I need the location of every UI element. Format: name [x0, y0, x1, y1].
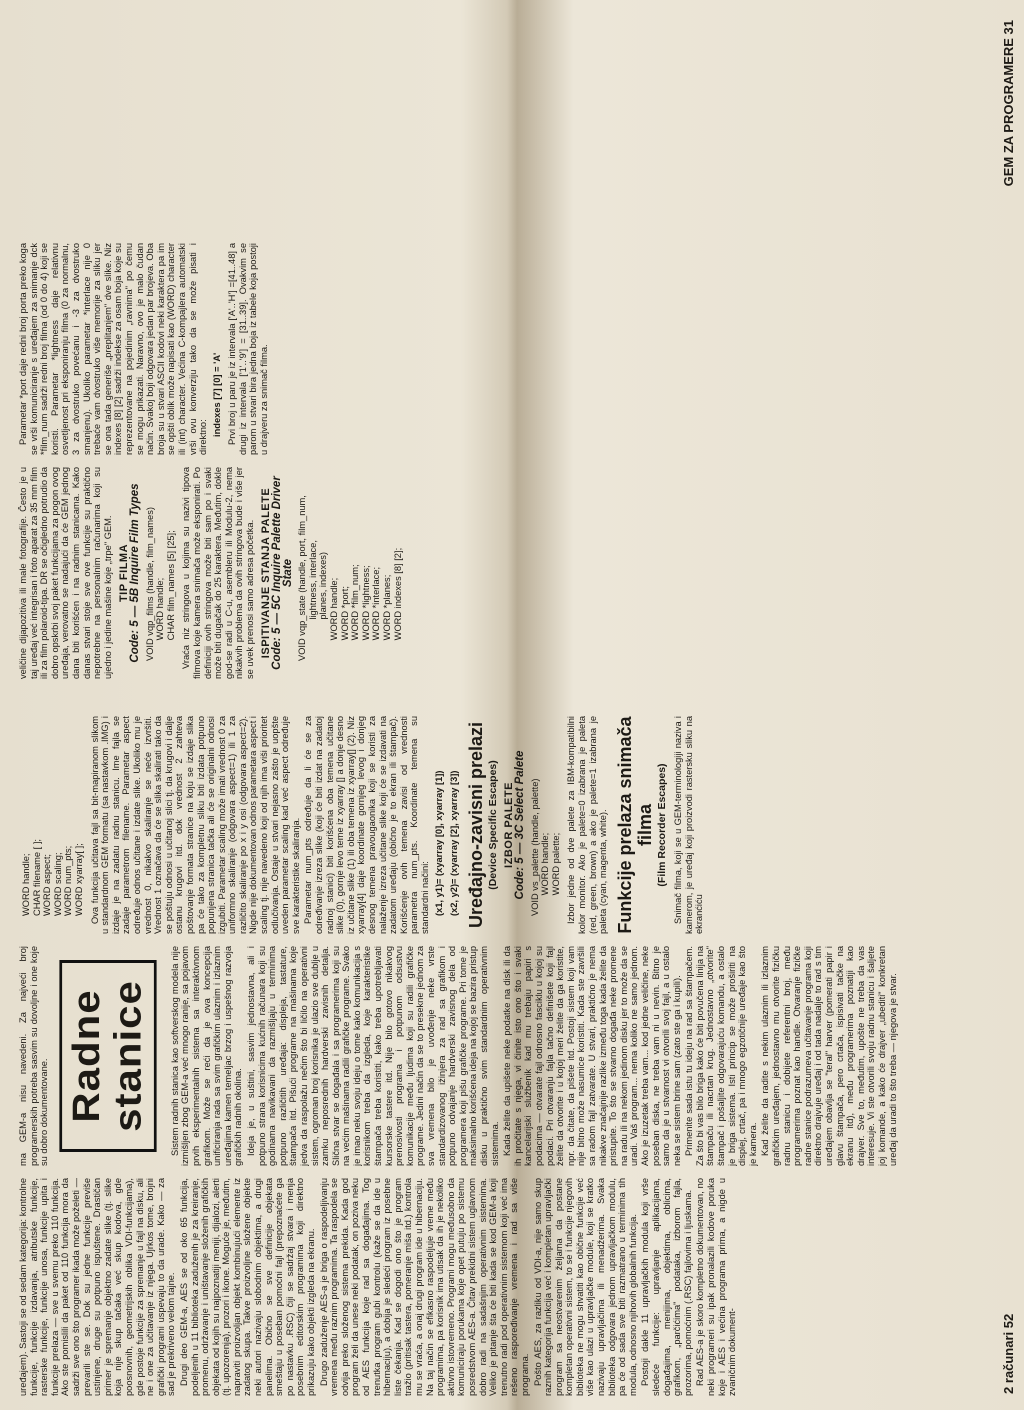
paragraph: Parametar *port daje redni broj porta preko koga se vrši komuniciranje s uređajem za snimanje dck *film_num sadrži redni broj filma (od 0 do 4) koji se koristi. Parametar *lightness daje relativnu osvetljenost pri eksponiranju filma (0 za normalnu, 3 za dvostruko povećanu i -3 za dvostruko smanjenu). Ukoliko parametar *interlace nije 0 trebaće vam dvostruko više memorije za sliku jer se ona tada generiše „preplitanjem" dve slike. Niz indexes [8] [2] sadrži indekse za osam boja koje su reprezentovane na pojedinim „ravnima" po čemu se mogu prikazati. Naravno, ovo je malo čudan način. Svakoj boji odgovara jedan par brojeva. Oba broja su u stvari ASCII kodovi neki karaktera pa im se opšti oblik može napisati kao (WORD) character ili (int) character. Većina C-kompajlera automatski vrši ovu konverziju tako da se može pisati i direktno:: [18, 243, 209, 455]
paragraph: Ova funkcija učitava fajl sa bit-mapiranom slikom u standardnom GEM formatu (sa nastavkom .IMG) i izdaje je na zadatu radnu stanicu. Ime fajla se zadaje parametrom filename. Parametar aspect određuje odnos učitane i izdate slike. Ukoliko mu je vrednost 0, nikakvo skaliranje se neće izvršiti. Vrednost 1 označava da će se slika skalirati tako da se poštuju odnosi u učitanoj slici tj. da krugovi i dalje ostanu krugovi itd. dok vrednost 2 zahteva poštovanje formata stranice na koju se izdaje slika pa će tako za kompletnu sliku biti izdata potpuno popunjena stranica tačka ali će se originalni odnosi izgubiti. Parametar scaling može imati vrednost 0 za uniformno skaliranje (odgovara aspect=1) ili 1 za različito skaliranje po x i y osi (odgovara aspect=2). Nigde nije dokumentovan odnos parametara aspect i scaling tj. nije navedeno koji od njih ima viši prioritet odlučivanja. Ostaje u stvari nejasno zašto je uopšte uveden parametar scaling kad već aspect određuje sve karakteristike skaliranja.: [89, 716, 301, 934]
right-col-1: [18, 467, 993, 679]
paragraph: Ideja je, u suštini, sasvim jednostavna, ali i potpuno strana korisnicima kućnih računara koji su godinama navikavani da razmišljaju u terminima potpuno različitih uređaja: displeja, tastature, štampača itd. Pišući programe na mašinama koje jedva da raspolažu nečim što bi ličilo na operativni sistem, ogroman broj korisnika je ulazio sve dublje u zamku neposrednih hardverski zavisnih detalja. Slična stvar se događala i sa programerima koji su na većim mašinama radili grafičke programe. Svako je imao neku svoju ideju o tome kako komunikacija s korisnikom treba da izgleda, koje karakteristike štampača treba koristiti, kako treba upotrebljavati kursorske tastere itd. Nije bilo gotovo nikakvog prenosivosti programa i potpunom odsustvu komunikacije među ljudima koji su radili grafičke programe. Jedini način da se to presekne jednom za sva vremena bilo je uvođenje neke vrste standardizovanog ižinjera za rad sa grafikom i potpuno odvajanje hardverski zavisnog dela od programera koji pišu grafičke programe. Pri tome je maksimalno korišćena ideja na kojoj se bazira pristup disku u praktično svim standardnim operativnim sistemima.: [245, 946, 500, 1166]
code-signature: VOID vqp_state (handle, port, film_num, lightness, interlace, planes, indexes) WORD handle; WORD *port; WORD *film_num; WORD *lightness; WORD *interlace; WORD *planes; WORD indexes [8] [2];: [297, 495, 403, 661]
section-heading: Funkcije prelaza snimača filma: [614, 716, 655, 934]
paragraph: Pošto AES, za razliku od VDI-a, nije samo skup raznih kategorija funkcija već i kompletan upravljački program sa neostvarenim željama da postane kompletan operativni sistem, to se i funkcije njegovih biblioteka ne mogu shvatiti kao obične funkcije već više kao ulazi u upravljačke module, koji se kratko nazivaju upravljačima ili menadžerima. Svaka biblioteka odgovara jednom upravljačkom modulu, pa će od sada sve biti razmatrano u terminima tih modula, odnosno njihovih globalnih funkcija.: [532, 1178, 638, 1396]
formula: (x2, y2)= (xyarray [2], xyarray [3]): [449, 770, 460, 916]
page-number-right: GEM ZA PROGRAMERE 31: [1001, 20, 1016, 187]
left-col-1: [18, 1178, 993, 1396]
paragraph: Parametar num_pts određuje da li će se za određivanje izreza slike (koji će biti izdat na zadatoj radnoj stanici) biti korišćena oba temena učitane slike (0), gornje levo teme iz xyarray [] a donje desno iz učitane slike (1) ili oba temena iz xyarray[] (2). Niz xyarray[4] daje koordinate gornjeg levog i donjeg desnog temena pravougaonika koji se koristi za nalaženje izreza učitane slike koji će se izdavati na zadatom uređaju (obično je to ekran ili štampač). Korišćenje ovih temena zavisi od vrednosti parametra num_pts. Koordinate temena su standardni načini:: [303, 716, 430, 934]
paragraph: veličine dijapozitiva ili male fotografije. Često je u taj uređaj već integrisan i foto aparat za 35 mm film ili za film polaroid-tipa. DR se očigledno potrudio da dobro opskrbi svoj paket funkcijama za pogon ovog uređaja, verovatno se nadajući da će GEM jednog dana biti korišćen i na radnim stanicama. Kako danas stvari stoje sve ove funkcije su praktično nepotrebne na personalnim računarima koji su ujedno i jedine mašine koje „trpe" GEM.: [18, 467, 113, 679]
section-subheading: (Film Recorder Escapes): [655, 763, 668, 887]
function-title: ISPITIVANJE STANJA PALETE: [260, 487, 273, 659]
section-title-radne-stanice: Radne stanice: [59, 960, 156, 1152]
right-col-2: [18, 243, 993, 455]
paragraph: uređajem). Sastoji se od sedam kategorija: kontrolne funkcije, funkcije izdavanja, atributske funkcije, rasterske funkcije, funkcije unosa, funkcije upita i funkcije prelaza — sve u svemu preko 110 funkcija. Ako ste pomislili da paket od 110 funkcija mora da sadrži sve ono što programer ikada može poželeti — prevarili ste se. Dok su jedne funkcije previše ustinjene, druge su potpuno ispuštene. Drastičan primer je spremanje objektno zadate slike (tj. slike koja nije skup tačaka već skup kodova, gde poosnovnih, geometrijskih oblika VDI-funkcijama), gde postoje funkcije za spremanje u fajl na disku, ali ne i one za učitavanje iz njega. Ujrkos tome, brojni grafički programi uspevaju to da urade. Kako — za sad je prekriveno velom tajne.: [18, 1178, 177, 1396]
paragraph: Postoji dakle 11 upravljačkih modula koji vrše sledeće funkcije: upravljanje aplikacijama, događajima, menijima, objektima, oblicima, grafikom, „parčićima" podataka, izborom fajla, prozorima, pomoćnim (.RSC) fajlovima i ljuskama.: [640, 1178, 693, 1396]
function-code: Code: 5 — 5B Inquire Film Types: [128, 483, 141, 663]
paragraph: Primenite sada istu tu ideju na rad sa štampačem. Za što bi vas bilo briga kako će biti povučena linija na štampaču ili nacrtan krug. Jednostavno „otvorite" štampač i pošaljite odgovarajuću komandu, a ostalo je briga sistema. Isti princip se može proširiti na displej, crtač, pa i mnogo egzotičnije uređaje kao što je kamera.: [684, 946, 758, 1166]
page-number-left: 2 računari 52: [1001, 1313, 1016, 1394]
paragraph: Izbor jedne od dve palete za IBM-kompatibilni kolor monitor. Ako je palete=0 izabrana je paleta (red, green, brown) a ako je palete=1 izabrana je paleta (cyan, magenta, white).: [566, 716, 609, 934]
code-signature: VOID vs_palette (handle, palette) WORD handle; WORD palette;: [529, 778, 561, 916]
paragraph: Rad AES-a je skoro kompletno dokumentovan, no neki programeri su ipak pronalazili kodove poruka koje i AES i većina programa prima, a nigde u zvaničnim dokument-: [695, 1178, 738, 1396]
paragraph: ma GEM-a nisu navedeni. Za najveći broj programerskih potreba sasvim su dovoljne i one koje su dobro dokumentovane.: [18, 946, 50, 1166]
function-title: TIP FILMA: [118, 543, 131, 603]
code-signature: VOID vqp_films (handle, film_names) WORD handle; CHAR film_names [5] [25];: [144, 507, 176, 661]
left-col-2: [18, 946, 993, 1166]
paragraph: Drugi deo GEM-a, AES se od oko 65 funkcija, podeljenih u 11 biblioteka zaduženih je za kreiranje, promenu, održavanje i uništavanje složenih grafičkih objekata od kojih su najpoznatiji meniji, dijalozi, alerti (tj. upozorenja), prozori i ikone. Moguće je, međutim, napraviti proizvoljan objekt kombinujući elemente iz zadatog skupa. Takve proizvoljne složene objekte neki autori nazivaju slobodnim objektima, a drugi panelima. Obično se sve definicije objekata smeštaju u poseban pomoćni fajl (prepoznaćete ga po nastavku .RSC) čiji se sadržaj stvara i menja posebnim editorskim programima koji direktno prikazuju kako objekti izgleda na ekranu.: [178, 1178, 317, 1396]
left-page: [0, 705, 1024, 1410]
code-signature: WORD handle; CHAR filename [ ]; WORD aspect; WORD scaling; WORD num_pts; WORD xyarray[ ];: [21, 839, 84, 916]
function-code: Code: 5 — 5C Inquire Palette Driver State: [271, 476, 294, 670]
code-example: indexes [7] [0] = 'A': [211, 352, 222, 437]
formula: (x1, y1)= (xyarray [0], xyarray [1]): [433, 770, 444, 916]
paragraph: Prvi broj u paru je iz intervala ['A'..'H'] =[41..48] a drugi iz intervala ['1'..'9'] = [31..39]. Ovakvim se parom u stvari bira jedna boja iz tabele koja postoji u drajveru za snimač filma.: [227, 243, 270, 455]
function-title: IZBOR PALETE: [503, 782, 516, 868]
left-col-3: [18, 716, 993, 934]
function-code: Code: 5 — 3C Select Palete: [513, 750, 526, 900]
paragraph: Kad želite da radite s nekim ulaznim ili izlaznim grafičkim uređajem, jednostavno mu otvorite fizičku radnu stanicu i dobijete referentni broj, među programerima poznat kao handle. Otvaranje fizičke radne stanice podrazumeva učitavanje programa koji direktno drajvuje uređaj i od tada nadalje to rad s tim uređajem obavlja se "teral" harver (pomerati papir i glavu štampača, pero crtača, ispisivati tačke na ekranu itd), među programerima poznatiji kao drajver. Sve to, međutim, upošte ne treba da vas interesuje. Vi ste otvorili svoju radnu stanicu i šaljete joj komande, a kako će drajver „ubediti" konkretan uređaj da uradi to što treba — njegova je stvar.: [760, 946, 898, 1166]
paragraph: Sistem radnih stanica kao softverskog modela nije izmišljen zbog GEM-a već mnogo ranije, sa pojavom prvih eksperimentalnih sistema sa interaktivnom grafikom. Može se reći da je ova koncepcija unificiranja rada sa svim grafičkim ulaznim i izlaznim uređajima kamen temeljac brzog i uspešnog razvoja grafičkih radnih okolina.: [169, 946, 244, 1166]
paragraph: Kada želite da upišete neke podatke na disk ili da ih pročitate s njega, vi činite isto ono što i svaki kancelarijski službenik kad mu trebaju papiri s podacima — otvarate fajl odnosno fasciklu u kojoj su podaci. Pri otvaranju fajla tačno definišete koji fajl želite da otvorite i u kojoj meri želite da ga koristite, npr. da čitate, da pišete itd. Postoji sistem koji vam nije bitno može nasumice koristiti. Kada ste završili sa radom fajl zatvarate. U stvari, praktično je nema nikakve značajnije razlike između toga kada želite da pristupite. To što se stvarno događa neke promene na radu ili na nekom jedinom disku jer to može da se uradi. Vaš program... nema koliko ne samo jednom. Ako je izuzetak treba vam... kod jedne veličine, neke poseban diska, ne treba vam ni u nevin. Bitno je samo da je u stvarnost vi otvorili svoj fajl, a u ostalo neka se sistem brine sam (zato ste ga i kupili).: [502, 946, 682, 1166]
paragraph: Snimač filma, koji se u GEM-terminologiji naziva i kamerom, je uređaj koji proizvodi rastersku sliku na ekranćiću: [673, 716, 705, 934]
paragraph: Drugo zaduženje AES-a je briga o raspodeljivanju vremena među raznim programima. Ta raspodela se odvija preko složenog sistema prekida. Kada god program želi da unese neki podatak, on poziva neku od AES funkcija koje rad sa događajima. Tog trenutka program gubi kontrolu (kaže se da ide u hibernaciju), a dobija je sledeći program iz posebne liste čekanja. Kad se dogodi ono što je program tražio (pritisak tastera, pomeranje miša itd.) kontrola mu se vraća, a onaj drugi program ide u hibernaciju. Na taj način se efikasno raspodeljuje vreme među programima, pa korisnik ima utisak da ih je nekoliko aktivno istovremeno. Programi mogu međusobno da komuniciraju porukama koje opet putuju po sistemu posredstvom AES-a. Čitav prekidni sistem uglavnom dobro radi na sadašnjim operativnim sistemima. Veliko je pitanje šta će biti kada se kod GEM-a koji trenutno radi pod operativnim sistemom koji već ima rešeno raspoređivanje vremena i rad sa više programa.: [318, 1178, 530, 1396]
paragraph: Vraća niz stringova u kojima su nazivi tipova filmova koje kamera snimača može eksponirati. Po definiciji ovih stringova može biti sam po i svaki može biti dugačak do 25 karaktera. Međutim, dokle god-se radi u C-u, asembleru ili Modulu-2, nema nikakvih problema da ovih stringova bude i više jer se uvek prenosi samo adresa početka.: [181, 467, 255, 679]
section-subheading: (Device Specific Escapes): [486, 760, 499, 890]
section-heading: Uređajno-zavisni prelazi: [465, 721, 486, 929]
